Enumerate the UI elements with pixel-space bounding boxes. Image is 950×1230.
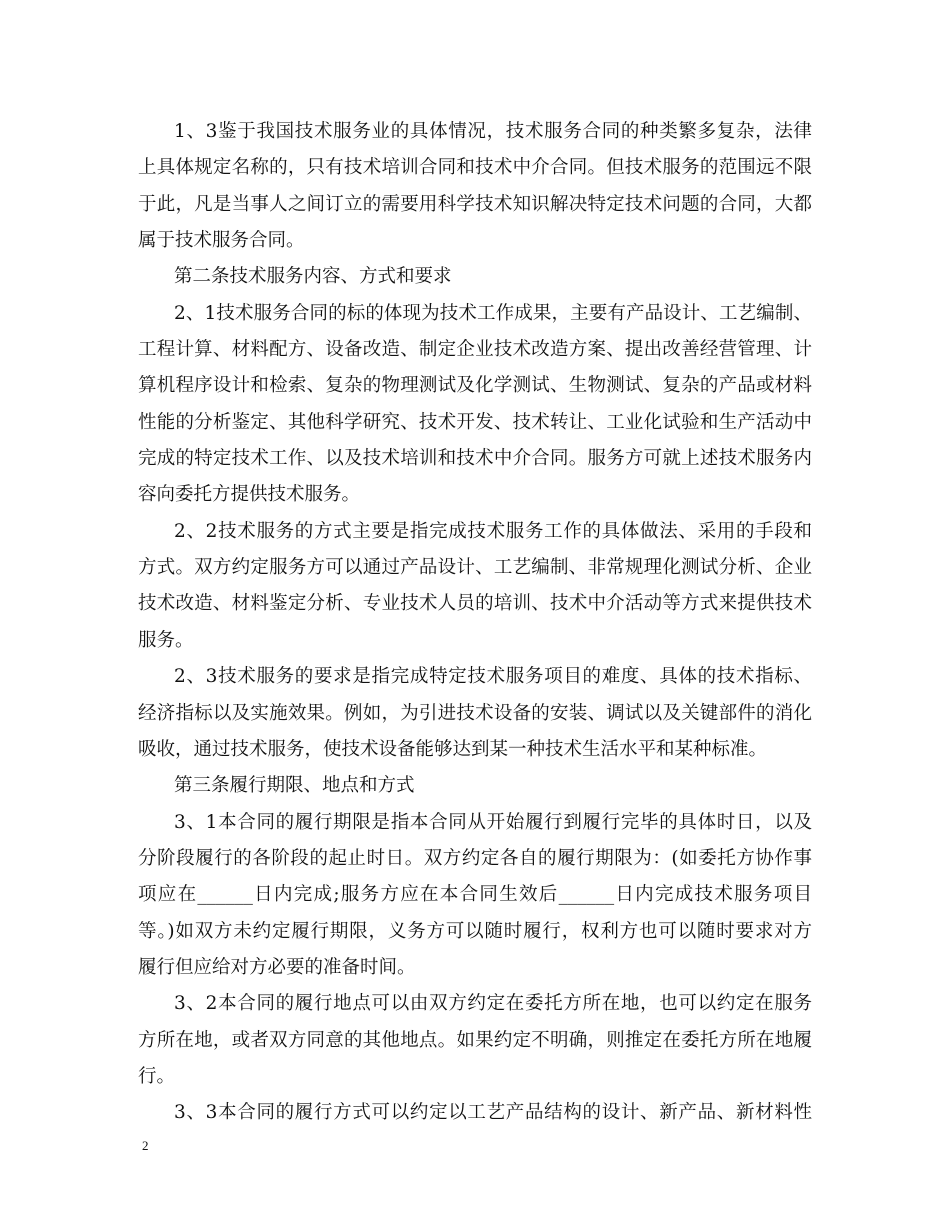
text-line: 方所在地，或者双方同意的其他地点。如果约定不明确，则推定在委托方所在地履 — [138, 1029, 812, 1051]
text-line: 等。)如双方未约定履行期限，义务方可以随时履行，权利方也可以随时要求对方 — [138, 920, 812, 942]
text-line: 容向委托方提供技术服务。 — [138, 484, 361, 506]
text-line: 第三条履行期限、地点和方式 — [174, 775, 415, 797]
text-line: 方式。双方约定服务方可以通过产品设计、工艺编制、非常规理化测试分析、企业 — [138, 557, 812, 579]
page-number: 2 — [142, 1138, 149, 1153]
text-line: 性能的分析鉴定、其他科学研究、技术开发、技术转让、工业化试验和生产活动中 — [138, 411, 812, 433]
text-line: 第二条技术服务内容、方式和要求 — [174, 266, 452, 288]
document-body — [138, 114, 812, 1132]
text-line: 吸收，通过技术服务，使技术设备能够达到某一种技术生活水平和某种标准。 — [138, 738, 768, 760]
text-line: 于此，凡是当事人之间订立的需要用科学技术知识解决特定技术问题的合同，大都 — [138, 193, 812, 215]
text-line: 属于技术服务合同。 — [138, 230, 305, 252]
text-line: 3、1本合同的履行期限是指本合同从开始履行到履行完毕的具体时日，以及 — [174, 811, 812, 833]
text-line: 技术改造、材料鉴定分析、专业技术人员的培训、技术中介活动等方式来提供技术 — [138, 593, 812, 615]
text-line: 经济指标以及实施效果。例如，为引进技术设备的安装、调试以及关键部件的消化 — [138, 702, 812, 724]
text-line: 服务。 — [138, 629, 194, 651]
text-line: 算机程序设计和检索、复杂的物理测试及化学测试、生物测试、复杂的产品或材料 — [138, 375, 812, 397]
text-line: 1、3鉴于我国技术服务业的具体情况，技术服务合同的种类繁多复杂，法律 — [174, 121, 812, 142]
text-line: 2、2技术服务的方式主要是指完成技术服务工作的具体做法、采用的手段和 — [174, 520, 812, 542]
text-line: 上具体规定名称的，只有技术培训合同和技术中介合同。但技术服务的范围远不限 — [138, 157, 812, 179]
text-line: 分阶段履行的各阶段的起止时日。双方约定各自的履行期限为：(如委托方协作事 — [138, 847, 812, 869]
text-line: 3、2本合同的履行地点可以由双方约定在委托方所在地，也可以约定在服务 — [174, 993, 812, 1015]
text-line: 2、1技术服务合同的标的体现为技术工作成果，主要有产品设计、工艺编制、 — [174, 302, 812, 324]
text-line: 工程计算、材料配方、设备改造、制定企业技术改造方案、提出改善经营管理、计 — [138, 339, 812, 361]
text-line: 完成的特定技术工作、以及技术培训和技术中介合同。服务方可就上述技术服务内 — [138, 448, 812, 470]
text-line: 行。 — [138, 1065, 176, 1087]
text-line: 履行但应给对方必要的准备时间。 — [138, 956, 416, 978]
text-line: 项应在______日内完成;服务方应在本合同生效后______日内完成技术服务项目 — [138, 884, 812, 906]
text-line: 2、3技术服务的要求是指完成特定技术服务项目的难度、具体的技术指标、 — [174, 666, 812, 688]
text-line: 3、3本合同的履行方式可以约定以工艺产品结构的设计、新产品、新材料性 — [174, 1102, 812, 1124]
